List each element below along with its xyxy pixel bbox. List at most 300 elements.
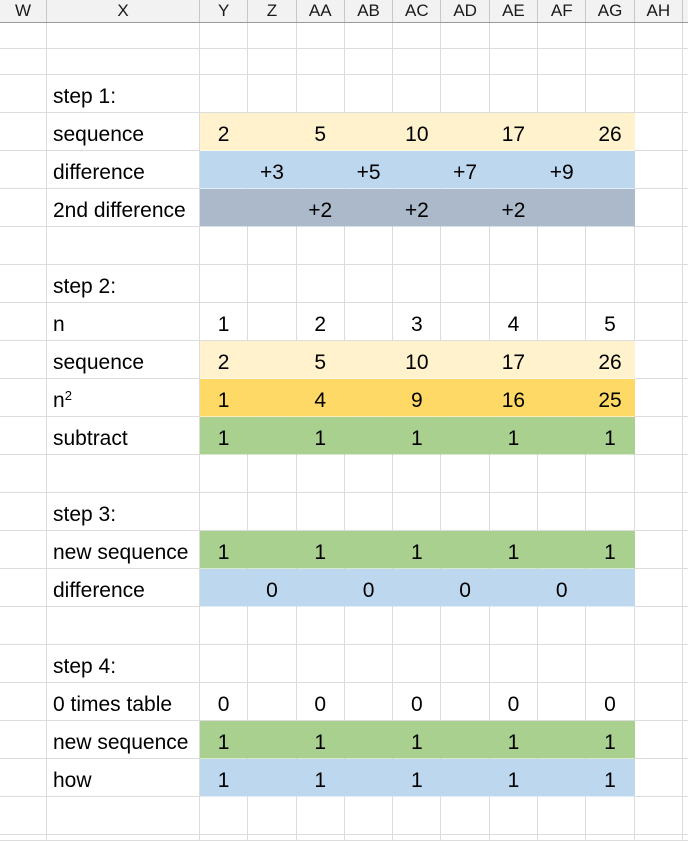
cell-AD-r8[interactable] bbox=[441, 265, 489, 303]
cell-AE-r8[interactable] bbox=[490, 265, 538, 303]
cell-AE-r18[interactable] bbox=[490, 645, 538, 683]
cell-X-r5[interactable] bbox=[47, 151, 200, 189]
cell-AA-r22[interactable] bbox=[297, 797, 345, 835]
cell-AD-r17[interactable] bbox=[441, 607, 489, 645]
cell-W-r10[interactable] bbox=[0, 341, 47, 379]
cell-AA-r3[interactable] bbox=[297, 75, 345, 113]
cell-AC-r13[interactable] bbox=[393, 455, 441, 493]
cell-AD-r10[interactable] bbox=[441, 341, 489, 379]
cell-AA-r1[interactable] bbox=[297, 23, 345, 49]
cell-AE-r2[interactable] bbox=[490, 49, 538, 75]
cell-AA-r10[interactable]: 5 bbox=[297, 341, 345, 379]
cell-Z-r23[interactable] bbox=[248, 835, 296, 841]
cell-Y-r23[interactable] bbox=[200, 835, 248, 841]
cell-X-r22[interactable] bbox=[47, 797, 200, 835]
cell-AG-r15[interactable]: 1 bbox=[586, 531, 634, 569]
cell-AD-r5[interactable]: +7 bbox=[441, 151, 489, 189]
cell-AB-r20[interactable] bbox=[345, 721, 393, 759]
cell-partial-r8[interactable] bbox=[683, 265, 688, 303]
cell-AD-r19[interactable] bbox=[441, 683, 489, 721]
cell-AF-r8[interactable] bbox=[538, 265, 586, 303]
cell-Z-r9[interactable] bbox=[248, 303, 296, 341]
cell-partial-r1[interactable] bbox=[683, 23, 688, 49]
cell-AF-r1[interactable] bbox=[538, 23, 586, 49]
cell-AD-r20[interactable] bbox=[441, 721, 489, 759]
cell-AD-r2[interactable] bbox=[441, 49, 489, 75]
cell-Z-r13[interactable] bbox=[248, 455, 296, 493]
cell-AE-r23[interactable] bbox=[490, 835, 538, 841]
cell-AC-r19[interactable]: 0 bbox=[393, 683, 441, 721]
cell-AG-r6[interactable] bbox=[586, 189, 634, 227]
cell-AH-r10[interactable] bbox=[635, 341, 683, 379]
cell-Y-r22[interactable] bbox=[200, 797, 248, 835]
cell-AA-r20[interactable]: 1 bbox=[297, 721, 345, 759]
cell-AH-r21[interactable] bbox=[635, 759, 683, 797]
cell-Y-r5[interactable] bbox=[200, 151, 248, 189]
cell-X-r17[interactable] bbox=[47, 607, 200, 645]
cell-AC-r4[interactable]: 10 bbox=[393, 113, 441, 151]
cell-AD-r1[interactable] bbox=[441, 23, 489, 49]
cell-AH-r22[interactable] bbox=[635, 797, 683, 835]
cell-Y-r4[interactable]: 2 bbox=[200, 113, 248, 151]
cell-Y-r21[interactable]: 1 bbox=[200, 759, 248, 797]
cell-Z-r22[interactable] bbox=[248, 797, 296, 835]
cell-AF-r15[interactable] bbox=[538, 531, 586, 569]
cell-W-r17[interactable] bbox=[0, 607, 47, 645]
cell-AA-r15[interactable]: 1 bbox=[297, 531, 345, 569]
cell-partial-r17[interactable] bbox=[683, 607, 688, 645]
cell-AD-r13[interactable] bbox=[441, 455, 489, 493]
cell-AD-r3[interactable] bbox=[441, 75, 489, 113]
cell-AB-r16[interactable]: 0 bbox=[345, 569, 393, 607]
cell-AA-r9[interactable]: 2 bbox=[297, 303, 345, 341]
col-header-AD[interactable]: AD bbox=[441, 0, 489, 22]
col-header-Y[interactable]: Y bbox=[200, 0, 248, 22]
cell-W-r6[interactable] bbox=[0, 189, 47, 227]
cell-AB-r18[interactable] bbox=[345, 645, 393, 683]
cell-AH-r4[interactable] bbox=[635, 113, 683, 151]
cell-AC-r14[interactable] bbox=[393, 493, 441, 531]
cell-AC-r15[interactable]: 1 bbox=[393, 531, 441, 569]
col-header-partial[interactable] bbox=[683, 0, 688, 22]
cell-AD-r23[interactable] bbox=[441, 835, 489, 841]
cell-AD-r14[interactable] bbox=[441, 493, 489, 531]
cell-W-r11[interactable] bbox=[0, 379, 47, 417]
cell-AA-r18[interactable] bbox=[297, 645, 345, 683]
cell-W-r21[interactable] bbox=[0, 759, 47, 797]
cell-Y-r17[interactable] bbox=[200, 607, 248, 645]
cell-AF-r10[interactable] bbox=[538, 341, 586, 379]
cell-Y-r13[interactable] bbox=[200, 455, 248, 493]
cell-Y-r8[interactable] bbox=[200, 265, 248, 303]
cell-AG-r18[interactable] bbox=[586, 645, 634, 683]
cell-AE-r6[interactable]: +2 bbox=[490, 189, 538, 227]
cell-AH-r1[interactable] bbox=[635, 23, 683, 49]
cell-AA-r7[interactable] bbox=[297, 227, 345, 265]
cell-AA-r8[interactable] bbox=[297, 265, 345, 303]
cell-AD-r7[interactable] bbox=[441, 227, 489, 265]
cell-AF-r14[interactable] bbox=[538, 493, 586, 531]
cell-AE-r17[interactable] bbox=[490, 607, 538, 645]
cell-AF-r21[interactable] bbox=[538, 759, 586, 797]
cell-AB-r11[interactable] bbox=[345, 379, 393, 417]
cell-Y-r10[interactable]: 2 bbox=[200, 341, 248, 379]
cell-Z-r3[interactable] bbox=[248, 75, 296, 113]
cell-AE-r19[interactable]: 0 bbox=[490, 683, 538, 721]
cell-AB-r10[interactable] bbox=[345, 341, 393, 379]
cell-X-r10[interactable] bbox=[47, 341, 200, 379]
cell-AF-r3[interactable] bbox=[538, 75, 586, 113]
cell-Y-r18[interactable] bbox=[200, 645, 248, 683]
cell-Z-r4[interactable] bbox=[248, 113, 296, 151]
cell-Y-r3[interactable] bbox=[200, 75, 248, 113]
cell-Y-r12[interactable]: 1 bbox=[200, 417, 248, 455]
cell-AF-r6[interactable] bbox=[538, 189, 586, 227]
cell-AB-r13[interactable] bbox=[345, 455, 393, 493]
cell-X-r12[interactable] bbox=[47, 417, 200, 455]
cell-Z-r7[interactable] bbox=[248, 227, 296, 265]
cell-AA-r14[interactable] bbox=[297, 493, 345, 531]
cell-AH-r8[interactable] bbox=[635, 265, 683, 303]
cell-AG-r21[interactable]: 1 bbox=[586, 759, 634, 797]
col-header-AG[interactable]: AG bbox=[586, 0, 634, 22]
cell-Z-r2[interactable] bbox=[248, 49, 296, 75]
cell-AG-r3[interactable] bbox=[586, 75, 634, 113]
cell-AA-r6[interactable]: +2 bbox=[297, 189, 345, 227]
cell-AB-r5[interactable]: +5 bbox=[345, 151, 393, 189]
cell-AF-r5[interactable]: +9 bbox=[538, 151, 586, 189]
cell-partial-r20[interactable] bbox=[683, 721, 688, 759]
cell-AF-r16[interactable]: 0 bbox=[538, 569, 586, 607]
cell-Y-r7[interactable] bbox=[200, 227, 248, 265]
cell-AH-r6[interactable] bbox=[635, 189, 683, 227]
cell-AH-r7[interactable] bbox=[635, 227, 683, 265]
cell-AH-r14[interactable] bbox=[635, 493, 683, 531]
cell-AF-r22[interactable] bbox=[538, 797, 586, 835]
cell-Y-r15[interactable]: 1 bbox=[200, 531, 248, 569]
cell-AH-r19[interactable] bbox=[635, 683, 683, 721]
cell-AG-r5[interactable] bbox=[586, 151, 634, 189]
cell-W-r19[interactable] bbox=[0, 683, 47, 721]
cell-X-r19[interactable] bbox=[47, 683, 200, 721]
cell-AB-r7[interactable] bbox=[345, 227, 393, 265]
cell-Z-r15[interactable] bbox=[248, 531, 296, 569]
cell-X-r20[interactable] bbox=[47, 721, 200, 759]
cell-AE-r4[interactable]: 17 bbox=[490, 113, 538, 151]
cell-AD-r9[interactable] bbox=[441, 303, 489, 341]
cell-Z-r19[interactable] bbox=[248, 683, 296, 721]
cell-AE-r15[interactable]: 1 bbox=[490, 531, 538, 569]
cell-W-r16[interactable] bbox=[0, 569, 47, 607]
cell-X-r18[interactable] bbox=[47, 645, 200, 683]
cell-X-r1[interactable] bbox=[47, 23, 200, 49]
col-header-Z[interactable]: Z bbox=[248, 0, 296, 22]
cell-Y-r2[interactable] bbox=[200, 49, 248, 75]
cell-AF-r4[interactable] bbox=[538, 113, 586, 151]
cell-W-r20[interactable] bbox=[0, 721, 47, 759]
cell-AC-r12[interactable]: 1 bbox=[393, 417, 441, 455]
col-header-X[interactable]: X bbox=[47, 0, 200, 22]
cell-Y-r6[interactable] bbox=[200, 189, 248, 227]
cell-Z-r5[interactable]: +3 bbox=[248, 151, 296, 189]
cell-AF-r2[interactable] bbox=[538, 49, 586, 75]
cell-AE-r16[interactable] bbox=[490, 569, 538, 607]
cell-W-r18[interactable] bbox=[0, 645, 47, 683]
cell-AF-r20[interactable] bbox=[538, 721, 586, 759]
cell-AE-r21[interactable]: 1 bbox=[490, 759, 538, 797]
cell-Z-r12[interactable] bbox=[248, 417, 296, 455]
cell-AG-r12[interactable]: 1 bbox=[586, 417, 634, 455]
cell-AF-r9[interactable] bbox=[538, 303, 586, 341]
cell-partial-r5[interactable] bbox=[683, 151, 688, 189]
cell-AA-r19[interactable]: 0 bbox=[297, 683, 345, 721]
cell-AC-r21[interactable]: 1 bbox=[393, 759, 441, 797]
cell-AH-r5[interactable] bbox=[635, 151, 683, 189]
cell-AB-r23[interactable] bbox=[345, 835, 393, 841]
cell-AA-r2[interactable] bbox=[297, 49, 345, 75]
cell-AC-r6[interactable]: +2 bbox=[393, 189, 441, 227]
col-header-W[interactable]: W bbox=[0, 0, 47, 22]
cell-AE-r9[interactable]: 4 bbox=[490, 303, 538, 341]
cell-Z-r18[interactable] bbox=[248, 645, 296, 683]
cell-X-r14[interactable] bbox=[47, 493, 200, 531]
cell-W-r8[interactable] bbox=[0, 265, 47, 303]
cell-partial-r3[interactable] bbox=[683, 75, 688, 113]
cell-AG-r9[interactable]: 5 bbox=[586, 303, 634, 341]
cell-AD-r22[interactable] bbox=[441, 797, 489, 835]
cell-X-r11[interactable] bbox=[47, 379, 200, 417]
cell-Z-r6[interactable] bbox=[248, 189, 296, 227]
cell-X-r6[interactable] bbox=[47, 189, 200, 227]
cell-AH-r15[interactable] bbox=[635, 531, 683, 569]
cell-AH-r2[interactable] bbox=[635, 49, 683, 75]
cell-W-r13[interactable] bbox=[0, 455, 47, 493]
cell-partial-r16[interactable] bbox=[683, 569, 688, 607]
cell-X-r21[interactable] bbox=[47, 759, 200, 797]
cell-partial-r6[interactable] bbox=[683, 189, 688, 227]
cell-W-r5[interactable] bbox=[0, 151, 47, 189]
cell-Z-r8[interactable] bbox=[248, 265, 296, 303]
cell-AB-r4[interactable] bbox=[345, 113, 393, 151]
cell-AG-r22[interactable] bbox=[586, 797, 634, 835]
col-header-AA[interactable]: AA bbox=[297, 0, 345, 22]
cell-Z-r14[interactable] bbox=[248, 493, 296, 531]
cell-AC-r5[interactable] bbox=[393, 151, 441, 189]
cell-AH-r11[interactable] bbox=[635, 379, 683, 417]
col-header-AH[interactable]: AH bbox=[635, 0, 683, 22]
cell-partial-r19[interactable] bbox=[683, 683, 688, 721]
cell-X-r15[interactable] bbox=[47, 531, 200, 569]
cell-Y-r16[interactable] bbox=[200, 569, 248, 607]
cell-AH-r20[interactable] bbox=[635, 721, 683, 759]
cell-AF-r17[interactable] bbox=[538, 607, 586, 645]
cell-AG-r13[interactable] bbox=[586, 455, 634, 493]
cell-AC-r17[interactable] bbox=[393, 607, 441, 645]
cell-AD-r4[interactable] bbox=[441, 113, 489, 151]
cell-X-r3[interactable] bbox=[47, 75, 200, 113]
cell-AA-r16[interactable] bbox=[297, 569, 345, 607]
cell-X-r4[interactable] bbox=[47, 113, 200, 151]
cell-AD-r16[interactable]: 0 bbox=[441, 569, 489, 607]
cell-Y-r19[interactable]: 0 bbox=[200, 683, 248, 721]
cell-AF-r12[interactable] bbox=[538, 417, 586, 455]
cell-Z-r10[interactable] bbox=[248, 341, 296, 379]
cell-AC-r9[interactable]: 3 bbox=[393, 303, 441, 341]
cell-W-r7[interactable] bbox=[0, 227, 47, 265]
cell-AE-r12[interactable]: 1 bbox=[490, 417, 538, 455]
cell-AH-r9[interactable] bbox=[635, 303, 683, 341]
cell-Y-r1[interactable] bbox=[200, 23, 248, 49]
cell-Z-r21[interactable] bbox=[248, 759, 296, 797]
cell-AF-r11[interactable] bbox=[538, 379, 586, 417]
cell-AB-r2[interactable] bbox=[345, 49, 393, 75]
cell-partial-r18[interactable] bbox=[683, 645, 688, 683]
cell-Z-r16[interactable]: 0 bbox=[248, 569, 296, 607]
col-header-AC[interactable]: AC bbox=[393, 0, 441, 22]
cell-Y-r11[interactable]: 1 bbox=[200, 379, 248, 417]
cell-AC-r20[interactable]: 1 bbox=[393, 721, 441, 759]
cell-AB-r21[interactable] bbox=[345, 759, 393, 797]
cell-AE-r10[interactable]: 17 bbox=[490, 341, 538, 379]
cell-AE-r5[interactable] bbox=[490, 151, 538, 189]
cell-AA-r21[interactable]: 1 bbox=[297, 759, 345, 797]
cell-AD-r6[interactable] bbox=[441, 189, 489, 227]
cell-AB-r15[interactable] bbox=[345, 531, 393, 569]
cell-Y-r14[interactable] bbox=[200, 493, 248, 531]
cell-X-r8[interactable] bbox=[47, 265, 200, 303]
cell-AD-r21[interactable] bbox=[441, 759, 489, 797]
cell-partial-r22[interactable] bbox=[683, 797, 688, 835]
cell-AB-r8[interactable] bbox=[345, 265, 393, 303]
cell-AE-r13[interactable] bbox=[490, 455, 538, 493]
cell-X-r13[interactable] bbox=[47, 455, 200, 493]
cell-partial-r21[interactable] bbox=[683, 759, 688, 797]
col-header-AF[interactable]: AF bbox=[538, 0, 586, 22]
cell-partial-r10[interactable] bbox=[683, 341, 688, 379]
cell-Z-r1[interactable] bbox=[248, 23, 296, 49]
cell-AC-r10[interactable]: 10 bbox=[393, 341, 441, 379]
cell-AA-r12[interactable]: 1 bbox=[297, 417, 345, 455]
col-header-AB[interactable]: AB bbox=[345, 0, 393, 22]
cell-AH-r16[interactable] bbox=[635, 569, 683, 607]
cell-W-r23[interactable] bbox=[0, 835, 47, 841]
cell-AF-r23[interactable] bbox=[538, 835, 586, 841]
cell-AG-r19[interactable]: 0 bbox=[586, 683, 634, 721]
cell-AE-r14[interactable] bbox=[490, 493, 538, 531]
cell-AF-r18[interactable] bbox=[538, 645, 586, 683]
cell-X-r23[interactable] bbox=[47, 835, 200, 841]
cell-partial-r14[interactable] bbox=[683, 493, 688, 531]
cell-AB-r19[interactable] bbox=[345, 683, 393, 721]
cell-AA-r23[interactable] bbox=[297, 835, 345, 841]
cell-W-r2[interactable] bbox=[0, 49, 47, 75]
cell-W-r22[interactable] bbox=[0, 797, 47, 835]
cell-AF-r7[interactable] bbox=[538, 227, 586, 265]
cell-AE-r20[interactable]: 1 bbox=[490, 721, 538, 759]
cell-AG-r23[interactable] bbox=[586, 835, 634, 841]
cell-partial-r7[interactable] bbox=[683, 227, 688, 265]
cell-AC-r11[interactable]: 9 bbox=[393, 379, 441, 417]
cell-W-r4[interactable] bbox=[0, 113, 47, 151]
cell-AD-r11[interactable] bbox=[441, 379, 489, 417]
cell-AB-r1[interactable] bbox=[345, 23, 393, 49]
cell-Z-r11[interactable] bbox=[248, 379, 296, 417]
cell-X-r9[interactable] bbox=[47, 303, 200, 341]
cell-AH-r23[interactable] bbox=[635, 835, 683, 841]
cell-AA-r17[interactable] bbox=[297, 607, 345, 645]
cell-W-r15[interactable] bbox=[0, 531, 47, 569]
cell-AC-r7[interactable] bbox=[393, 227, 441, 265]
cell-Y-r20[interactable]: 1 bbox=[200, 721, 248, 759]
cell-AG-r7[interactable] bbox=[586, 227, 634, 265]
cell-partial-r15[interactable] bbox=[683, 531, 688, 569]
cell-AG-r17[interactable] bbox=[586, 607, 634, 645]
cell-W-r1[interactable] bbox=[0, 23, 47, 49]
cell-AF-r19[interactable] bbox=[538, 683, 586, 721]
cell-AG-r2[interactable] bbox=[586, 49, 634, 75]
cell-AH-r3[interactable] bbox=[635, 75, 683, 113]
cell-AC-r1[interactable] bbox=[393, 23, 441, 49]
col-header-AE[interactable]: AE bbox=[490, 0, 538, 22]
cell-AD-r12[interactable] bbox=[441, 417, 489, 455]
cell-AB-r9[interactable] bbox=[345, 303, 393, 341]
cell-AE-r22[interactable] bbox=[490, 797, 538, 835]
cell-Z-r17[interactable] bbox=[248, 607, 296, 645]
cell-AC-r2[interactable] bbox=[393, 49, 441, 75]
cell-AE-r1[interactable] bbox=[490, 23, 538, 49]
cell-AC-r16[interactable] bbox=[393, 569, 441, 607]
cell-partial-r11[interactable] bbox=[683, 379, 688, 417]
cell-AH-r18[interactable] bbox=[635, 645, 683, 683]
cell-Y-r9[interactable]: 1 bbox=[200, 303, 248, 341]
cell-AA-r5[interactable] bbox=[297, 151, 345, 189]
cell-AF-r13[interactable] bbox=[538, 455, 586, 493]
cell-partial-r13[interactable] bbox=[683, 455, 688, 493]
cell-AC-r18[interactable] bbox=[393, 645, 441, 683]
cell-AH-r13[interactable] bbox=[635, 455, 683, 493]
cell-AB-r22[interactable] bbox=[345, 797, 393, 835]
cell-AC-r22[interactable] bbox=[393, 797, 441, 835]
cell-AB-r17[interactable] bbox=[345, 607, 393, 645]
cell-AH-r12[interactable] bbox=[635, 417, 683, 455]
cell-AH-r17[interactable] bbox=[635, 607, 683, 645]
cell-Z-r20[interactable] bbox=[248, 721, 296, 759]
cell-AA-r11[interactable]: 4 bbox=[297, 379, 345, 417]
cell-X-r16[interactable] bbox=[47, 569, 200, 607]
cell-AG-r14[interactable] bbox=[586, 493, 634, 531]
cell-AG-r16[interactable] bbox=[586, 569, 634, 607]
cell-AE-r3[interactable] bbox=[490, 75, 538, 113]
cell-partial-r12[interactable] bbox=[683, 417, 688, 455]
cell-AA-r13[interactable] bbox=[297, 455, 345, 493]
cell-AG-r8[interactable] bbox=[586, 265, 634, 303]
cell-W-r3[interactable] bbox=[0, 75, 47, 113]
cell-AD-r18[interactable] bbox=[441, 645, 489, 683]
cell-X-r7[interactable] bbox=[47, 227, 200, 265]
cell-partial-r2[interactable] bbox=[683, 49, 688, 75]
cell-AB-r6[interactable] bbox=[345, 189, 393, 227]
cell-AE-r7[interactable] bbox=[490, 227, 538, 265]
cell-AB-r3[interactable] bbox=[345, 75, 393, 113]
cell-partial-r23[interactable] bbox=[683, 835, 688, 841]
cell-AG-r1[interactable] bbox=[586, 23, 634, 49]
cell-AD-r15[interactable] bbox=[441, 531, 489, 569]
cell-W-r12[interactable] bbox=[0, 417, 47, 455]
cell-W-r9[interactable] bbox=[0, 303, 47, 341]
cell-AG-r10[interactable]: 26 bbox=[586, 341, 634, 379]
cell-AE-r11[interactable]: 16 bbox=[490, 379, 538, 417]
cell-AG-r4[interactable]: 26 bbox=[586, 113, 634, 151]
